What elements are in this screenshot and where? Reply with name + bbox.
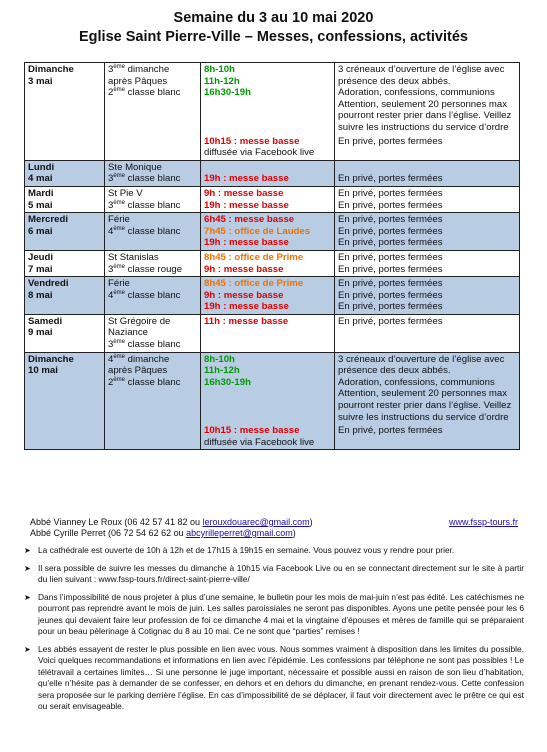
broadcast-note: diffusée via Facebook live	[204, 147, 315, 159]
note-text: En privé, portes fermées	[338, 278, 443, 290]
day-name: Samedi	[28, 315, 63, 327]
time-slot: 8h-10h	[204, 353, 235, 365]
liturgy-line: 3ème classe rouge	[108, 263, 183, 275]
liturgy-line: St Pie V	[108, 187, 143, 199]
mass-time: 10h15 : messe basse	[204, 425, 300, 437]
day-date: 9 mai	[28, 327, 53, 339]
liturgy-line: St Grégoire de	[108, 315, 171, 327]
liturgy-line: Naziance	[108, 327, 148, 339]
day-name: Mercredi	[28, 214, 68, 226]
note-text: Attention, seulement 20 personnes max pourront rester prier dans l’église. Veillez suivre les instructions du service d’ordre	[338, 388, 512, 423]
liturgy-line: 3ème dimanche	[108, 63, 170, 75]
arrow-bullet-icon: ➤	[24, 546, 31, 555]
note-text: En privé, portes fermées	[338, 301, 443, 313]
table-row	[25, 277, 520, 315]
note-text: En privé, portes fermées	[338, 237, 443, 249]
day-date: 8 mai	[28, 289, 53, 301]
note-text: En privé, portes fermées	[338, 425, 443, 437]
table-row	[25, 186, 520, 212]
table-row	[25, 63, 520, 135]
contact-line: Abbé Cyrille Perret (06 72 54 62 62 ou abcyrilleperret@gmail.com)	[30, 528, 296, 538]
day-date: 3 mai	[28, 75, 53, 87]
info-bullet: ➤ Dans l’impossibilité de nous projeter à plus d’une semaine, le bulletin pour les mois de mai-juin n’est pas édité. Les catéchismes ne pourront pas reprendre avant le mois de juin. Les salles paroissiales ne seront pas disponibles. Ayons une petite pensée pour les 6 jeunes qui devaient faire leur profession de foi ce dimanche 4 mai et la vingtaine d’épouses et mères de famille qui se préparaient pour un beau pèlerinage à Cotignac du 8 au 10 mai. Ce ne sont que “parties” remises !	[24, 591, 525, 636]
note-text: Adoration, confessions, communions	[338, 376, 495, 388]
time-slot: 11h-12h	[204, 365, 240, 377]
day-name: Jeudi	[28, 251, 54, 263]
info-bullet: ➤ Il sera possible de suivre les messes du dimanche à 10h15 via Facebook Live ou en se connectant directement sur le site à partir du lien suivant : www.fssp-tours.fr/direct-saint-pierre-ville/	[24, 562, 524, 584]
info-bullet: ➤ La cathédrale est ouverte de 10h à 12h et de 17h15 à 19h15 en semaine. Vous pouvez vous y rendre pour prier.	[24, 545, 455, 555]
time-slot: 11h-12h	[204, 75, 240, 87]
note-text: 3 créneaux d’ouverture de l’église avec présence des deux abbés.	[338, 64, 505, 87]
table-row	[25, 135, 520, 161]
note-text: En privé, portes fermées	[338, 225, 443, 237]
broadcast-note: diffusée via Facebook live	[204, 436, 315, 448]
email-link[interactable]: lerouxdouarec@gmail.com	[202, 517, 310, 527]
day-name: Dimanche	[28, 353, 74, 365]
note-text: En privé, portes fermées	[338, 214, 443, 226]
website-link[interactable]: www.fssp-tours.fr	[448, 517, 518, 527]
time-slot: 8h-10h	[204, 64, 235, 75]
note-text: En privé, portes fermées	[338, 173, 443, 185]
mass-time: 11h : messe basse	[204, 315, 289, 327]
liturgy-line: Ste Monique	[108, 161, 162, 173]
day-name: Lundi	[28, 161, 55, 173]
arrow-bullet-icon: ➤	[24, 644, 31, 654]
note-text: En privé, portes fermées	[338, 315, 443, 327]
liturgy-line: Férie	[108, 278, 130, 290]
note-text: En privé, portes fermées	[338, 289, 443, 301]
note-text: En privé, portes fermées	[338, 135, 443, 147]
mass-time: 9h : messe basse	[204, 187, 284, 199]
day-date: 5 mai	[28, 199, 53, 211]
table-row	[25, 250, 520, 276]
day-date: 7 mai	[28, 263, 53, 275]
note-text: Attention, seulement 20 personnes max pourront rester prier dans l’église. Veillez suivre les instructions du service d’ordre	[338, 98, 512, 133]
table-row	[25, 314, 520, 352]
note-text: 3 créneaux d’ouverture de l’église avec présence des deux abbés.	[338, 353, 505, 377]
day-date: 4 mai	[28, 173, 53, 185]
office-time: 8h45 : office de Prime	[204, 278, 304, 290]
day-date: 6 mai	[28, 225, 53, 237]
liturgy-line: 4ème classe blanc	[108, 289, 181, 301]
liturgy-line: 2ème classe blanc	[108, 87, 181, 99]
mass-time: 19h : messe basse	[204, 173, 289, 185]
liturgy-line: 3ème classe blanc	[108, 173, 181, 185]
table-row	[25, 352, 520, 424]
header	[0, 0, 547, 47]
day-name: Vendredi	[28, 278, 69, 290]
time-slot: 16h30-19h	[204, 376, 251, 388]
day-name: Dimanche	[28, 64, 74, 75]
mass-time: 9h : messe basse	[204, 263, 284, 275]
day-date: 10 mai	[28, 365, 58, 377]
liturgy-line: 4ème classe blanc	[108, 225, 181, 237]
note-text: En privé, portes fermées	[338, 187, 443, 199]
liturgy-line: après Pâques	[108, 75, 168, 87]
table-row	[25, 160, 520, 186]
info-bullet: ➤ Les abbés essayent de rester le plus possible en lien avec vous. Nous sommes vraiment à disposition dans les limites du possible. Voici quelques recommandations et informations en lien avec l’épidémie. Les confessions par téléphone ne sont pas possibles ! Le télétravail a certaines limites… Si une personne le juge important, nécessaire et possible aussi en raison de son lieu d’habitation, qu’elle n’hésite pas à demander de se confesser, en dehors et en dehors du dimanche, en prenant rendez-vous. Cette confession sera proposée sur le parking derrière l’église. En cas d’impossibilité de se déplacer, il faut voir directement avec le prêtre ce qui est ou serait envisageable.	[24, 643, 524, 711]
page-title: Semaine du 3 au 10 mai 2020	[173, 10, 374, 26]
page-subtitle: Eglise Saint Pierre-Ville – Messes, confessions, activités	[78, 29, 468, 45]
mass-time: 19h : messe basse	[204, 301, 289, 313]
arrow-bullet-icon: ➤	[24, 563, 31, 573]
mass-time: 19h : messe basse	[204, 237, 289, 249]
liturgy-line: 2ème classe blanc	[108, 376, 181, 388]
note-text: En privé, portes fermées	[338, 251, 443, 263]
mass-time: 19h : messe basse	[204, 199, 289, 211]
day-name: Mardi	[28, 187, 54, 199]
office-time: 8h45 : office de Prime	[204, 251, 304, 263]
note-text: En privé, portes fermées	[338, 263, 443, 275]
notes-section	[24, 517, 524, 713]
contact-line: Abbé Vianney Le Roux (06 42 57 41 82 ou lerouxdouarec@gmail.com) www.fssp-tours.fr	[30, 517, 518, 527]
note-text: Adoration, confessions, communions	[338, 87, 495, 99]
arrow-bullet-icon: ➤	[24, 592, 31, 602]
liturgy-line: St Stanislas	[108, 251, 159, 263]
email-link[interactable]: abcyrilleperret@gmail.com	[186, 528, 293, 538]
mass-time: 6h45 : messe basse	[204, 214, 295, 226]
liturgy-line: 3ème classe blanc	[108, 338, 181, 351]
liturgy-line: après Pâques	[108, 365, 168, 377]
mass-time: 9h : messe basse	[204, 289, 284, 301]
note-text: En privé, portes fermées	[338, 199, 443, 211]
liturgy-line: 4ème dimanche	[108, 353, 170, 365]
liturgy-line: Férie	[108, 214, 130, 226]
liturgy-line: 3ème classe blanc	[108, 199, 181, 211]
schedule-table	[24, 62, 520, 450]
office-time: 7h45 : office de Laudes	[204, 225, 311, 237]
mass-time: 10h15 : messe basse	[204, 135, 300, 147]
table-row	[25, 213, 520, 251]
time-slot: 16h30-19h	[204, 87, 251, 99]
table-row	[25, 424, 520, 450]
